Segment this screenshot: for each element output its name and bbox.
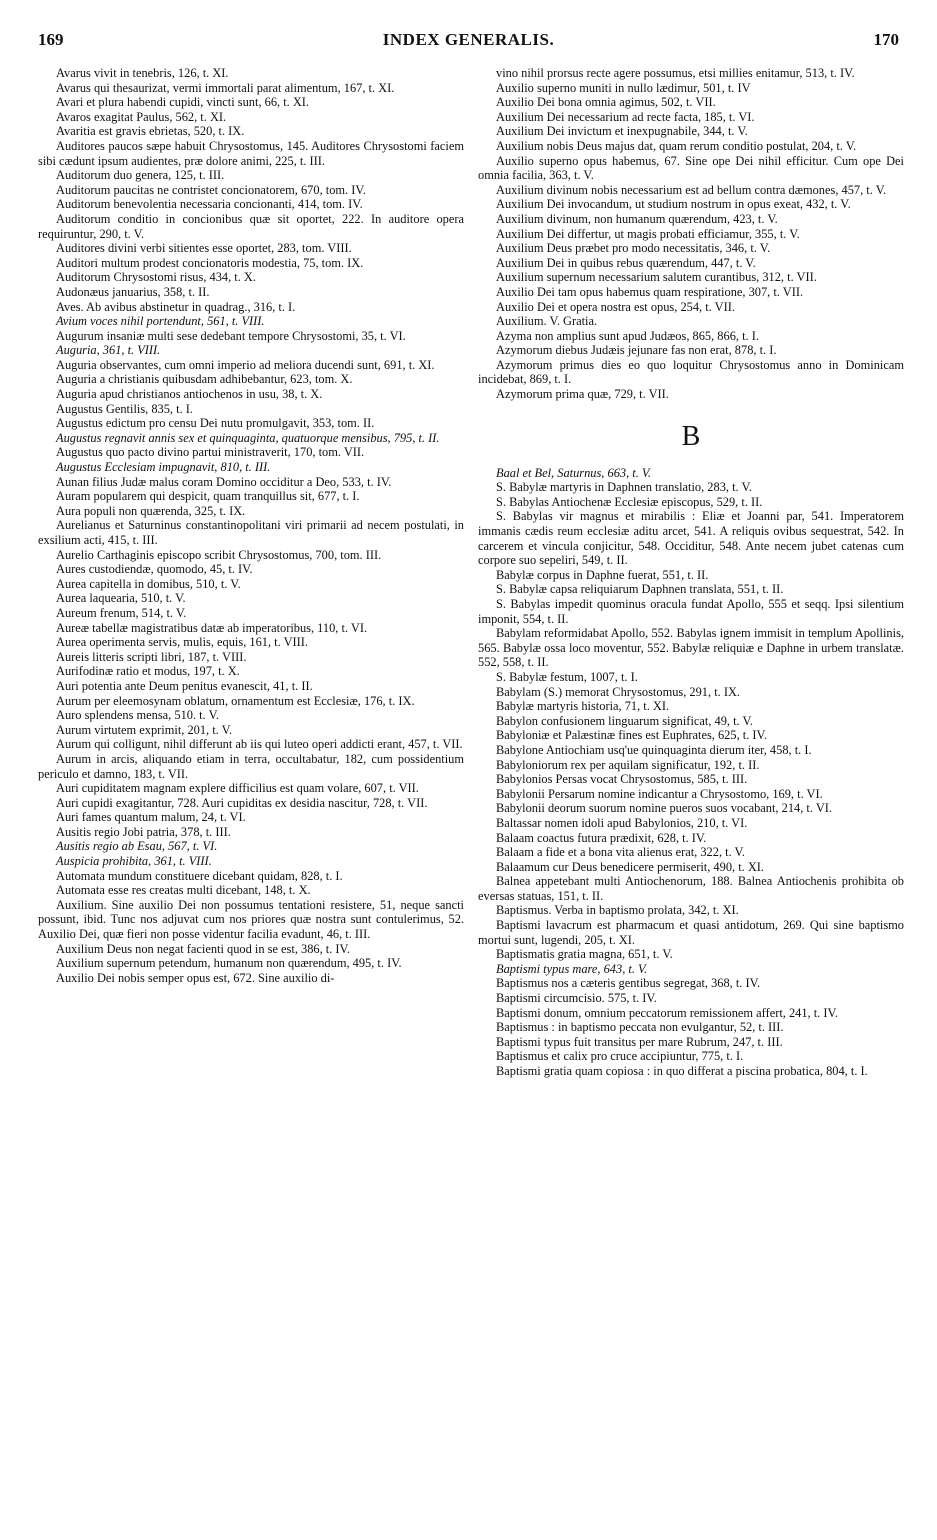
- index-entry: Auxilium. V. Gratia.: [496, 314, 598, 329]
- index-entry: Auditorum paucitas ne contristet concionatorem, 670, tom. IV.: [56, 182, 366, 197]
- index-entry: Aurea capitella in domibus, 510, t. V.: [56, 576, 241, 591]
- index-entry: Aures custodiendæ, quomodo, 45, t. IV.: [56, 562, 253, 577]
- index-entry: Babylonii Persarum nomine indicantur a Chrysostomo, 169, t. VI.: [496, 786, 823, 801]
- index-entry: Auguria apud christianos antiochenos in usu, 38, t. X.: [56, 387, 323, 402]
- index-column-right: [478, 66, 904, 1079]
- index-entry: Babylam reformidabat Apollo, 552. Babylas ignem immisit in templum Apollinis, 565. Babylæ ossa loco moventur, 552. Babylæ reliquiæ e Daphne in urbem translatæ. 552, 558, t. II.: [478, 626, 904, 670]
- index-entry: Balaam coactus futura prædixit, 628, t. IV.: [496, 830, 707, 845]
- index-entry: Auxilio superno muniti in nullo lædimur, 501, t. IV: [496, 80, 751, 95]
- index-entry: Auri cupiditatem magnam explere difficilius est quam volare, 607, t. VII.: [56, 781, 419, 796]
- index-entry: Azymorum prima quæ, 729, t. VII.: [496, 387, 669, 402]
- index-column-left: [38, 66, 464, 985]
- index-entry: Aureæ tabellæ magistratibus datæ ab imperatoribus, 110, t. VI.: [56, 620, 368, 635]
- index-entry: Augustus edictum pro censu Dei nutu promulgavit, 353, tom. II.: [56, 416, 375, 431]
- index-entry: Babyloniæ et Palæstinæ fines est Euphrates, 625, t. IV.: [496, 728, 767, 743]
- index-entry: vino nihil prorsus recte agere possumus, etsi millies enitamur, 513, t. IV.: [496, 66, 855, 80]
- index-entry: Balaamum cur Deus benedicere permiserit, 490, t. XI.: [496, 859, 765, 874]
- index-entry: Avarus vivit in tenebris, 126, t. XI.: [56, 66, 229, 80]
- index-entry: Aurum virtutem exprimit, 201, t. V.: [56, 722, 233, 737]
- index-entry: S. Babylæ capsa reliquiarum Daphnen translata, 551, t. II.: [496, 582, 784, 597]
- index-entry: Ausitis regio ab Esau, 567, t. VI.: [56, 839, 218, 854]
- page-number-left: 169: [38, 30, 64, 49]
- index-entry: Babylonii deorum suorum nomine pueros suos vocabant, 214, t. VI.: [496, 801, 832, 816]
- index-entry: Aurea laquearia, 510, t. V.: [56, 591, 186, 606]
- index-entry: Babylam (S.) memorat Chrysostomus, 291, t. IX.: [496, 684, 741, 699]
- index-entry: Auguria observantes, cum omni imperio ad meliora ducendi sunt, 691, t. XI.: [56, 357, 435, 372]
- index-entry: Auxilio Dei bona omnia agimus, 502, t. VII.: [496, 95, 716, 110]
- index-entry: Auxilium Dei necessarium ad recte facta, 185, t. VI.: [496, 109, 755, 124]
- index-entry: Avari et plura habendi cupidi, vincti sunt, 66, t. XI.: [56, 95, 310, 110]
- index-entry: Automata esse res creatas multi dicebant, 148, t. X.: [56, 883, 311, 898]
- index-entry: Baptismi gratia quam copiosa : in quo differat a piscina probatica, 804, t. I.: [496, 1064, 868, 1078]
- index-entry: Babylon confusionem linguarum significat, 49, t. V.: [496, 713, 753, 728]
- index-entry: Aurelio Carthaginis episcopo scribit Chrysostomus, 700, tom. III.: [56, 547, 382, 562]
- index-entry: Baptismi typus mare, 643, t. V.: [496, 961, 648, 976]
- page-header: [0, 30, 937, 52]
- index-entry: Baptismus. Verba in baptismo prolata, 342, t. XI.: [496, 903, 739, 918]
- index-entry: Baptismatis gratia magna, 651, t. V.: [496, 947, 673, 962]
- index-entry: Aurifodinæ ratio et modus, 197, t. X.: [56, 664, 240, 679]
- index-entry: Auxilium supernum necessarium salutem curantibus, 312, t. VII.: [496, 270, 817, 285]
- index-entry: Augurum insaniæ multi sese dedebant tempore Chrysostomi, 35, t. VI.: [56, 328, 406, 343]
- index-entry: Avarus qui thesaurizat, vermi immortali parat alimentum, 167, t. XI.: [56, 80, 395, 95]
- index-entry: Auditorum conditio in concionibus quæ sit oportet, 222. In auditore opera requiruntur, 290, t. V.: [38, 211, 464, 241]
- index-entry: Auguria, 361, t. VIII.: [56, 343, 161, 358]
- index-entry: Auri potentia ante Deum penitus evanescit, 41, t. II.: [56, 678, 313, 693]
- index-entry: Auram popularem qui despicit, quam tranquillus sit, 677, t. I.: [56, 489, 360, 504]
- index-entry: Baptismi typus fuit transitus per mare Rubrum, 247, t. III.: [496, 1034, 783, 1049]
- index-entry: Auxilium Dei differtur, ut magis probati efficiamur, 355, t. V.: [496, 226, 800, 241]
- index-entry: Aves. Ab avibus abstinetur in quadrag., 316, t. I.: [56, 299, 296, 314]
- index-entry: Babylæ corpus in Daphne fuerat, 551, t. II.: [496, 567, 709, 582]
- index-entry: Baptismus nos a cæteris gentibus segregat, 368, t. IV.: [496, 976, 761, 991]
- section-letter: B: [681, 420, 701, 452]
- index-entry: Baltassar nomen idoli apud Babylonios, 210, t. VI.: [496, 815, 748, 830]
- index-entry: Auditores paucos sæpe habuit Chrysostomus, 145. Auditores Chrysostomi faciem sibi cædunt ipsum audientes, præ dolore animi, 225, t. III.: [38, 138, 464, 168]
- index-entry: Aurum in arcis, aliquando etiam in terra, occultabatur, 182, cum possidentium periculo et damno, 183, t. VII.: [38, 751, 464, 781]
- index-entry: Aurea operimenta servis, mulis, equis, 161, t. VIII.: [56, 635, 309, 650]
- index-entry: Auxilium Dei in quibus rebus quærendum, 447, t. V.: [496, 255, 756, 270]
- index-entry: Automata mundum constituere dicebant quidam, 828, t. I.: [56, 868, 343, 883]
- index-entry: S. Babylas impedit quominus oracula fundat Apollo, 555 et seqq. Ipsi silentium imponit, 554, t. II.: [478, 597, 904, 626]
- index-entry: Auxilium Dei invocandum, ut studium nostrum in opus exeat, 432, t. V.: [496, 197, 851, 212]
- index-entry: Avaros exagitat Paulus, 562, t. XI.: [56, 109, 227, 124]
- index-entry: Augustus Gentilis, 835, t. I.: [56, 401, 193, 416]
- index-entry: Avaritia est gravis ebrietas, 520, t. IX.: [56, 124, 245, 139]
- index-entry: Baptismi circumcisio. 575, t. IV.: [496, 991, 657, 1006]
- index-entry: Auditorum benevolentia necessaria concionanti, 414, tom. IV.: [56, 197, 363, 212]
- index-entry: Auspicia prohibita, 361, t. VIII.: [56, 854, 212, 869]
- index-entry: Aureis litteris scripti libri, 187, t. VIII.: [56, 649, 247, 664]
- index-entry: Audonæus januarius, 358, t. II.: [56, 284, 210, 299]
- index-entry: Babyloniorum rex per aquilam significatur, 192, t. II.: [496, 757, 760, 772]
- index-entry: Baptismi lavacrum est pharmacum et quasi antidotum, 269. Qui sine baptismo mortui sunt, lugendi, 205, t. XI.: [478, 918, 904, 947]
- index-entry: Auxilium. Sine auxilio Dei non possumus tentationi resistere, 51, neque sancti possunt, ibid. Tunc nos adjuvat cum nos priores quæ nostra sunt contulerimus, 52. Auxilio Dei, quæ fieri non posse videntur facilia evadunt, 46, t. III.: [38, 897, 464, 942]
- index-entry: Baal et Bel, Saturnus, 663, t. V.: [496, 465, 651, 480]
- index-entry: Balnea appetebant multi Antiochenorum, 188. Balnea Antiochenis prohibita ob eversas statuas, 151, t. II.: [478, 874, 904, 903]
- index-entry: Augustus quo pacto divino partui ministraverit, 170, tom. VII.: [56, 445, 365, 460]
- index-entry: Auxilio Dei nobis semper opus est, 672. Sine auxilio di-: [56, 970, 335, 985]
- index-entry: S. Babylæ festum, 1007, t. I.: [496, 669, 638, 684]
- index-entry: Aurelianus et Saturninus constantinopolitani viri primarii ad necem postulati, in exsilium acti, 415, t. III.: [38, 518, 464, 547]
- index-entry: Auri fames quantum malum, 24, t. VI.: [56, 810, 246, 825]
- index-entry: Auxilium Dei invictum et inexpugnabile, 344, t. V.: [496, 124, 748, 139]
- index-entry: Auxilium Deus præbet pro modo necessitatis, 346, t. V.: [496, 241, 771, 256]
- index-entry: Augustus regnavit annis sex et quinquaginta, quatuorque mensibus, 795, t. II.: [56, 430, 440, 445]
- index-entry: Auxilium supernum petendum, humanum non quærendum, 495, t. IV.: [56, 956, 402, 971]
- index-entry: Ausitis regio Jobi patria, 378, t. III.: [56, 824, 231, 839]
- index-entry: Azymorum primus dies eo quo loquitur Chrysostomus anno in Dominicam incidebat, 869, t. I.: [478, 357, 904, 387]
- index-entry: S. Babylas vir magnus et mirabilis : Eliæ et Joanni par, 541. Imperatorem immanis cædis reum ecclesiæ aditu arcet, 541. A reliquis ovibus sequestrat, 542. In carcerem et vincula conjicitur, 548. Occiditur, 548. Ante necem jubet catenas cum corpore suo sepeliri, 549, t. II.: [478, 509, 904, 568]
- index-entry: Auxilium divinum nobis necessarium est ad bellum contra dæmones, 457, t. V.: [496, 182, 887, 197]
- index-entry: Aurum qui colligunt, nihil differunt ab iis qui luteo operi addicti erant, 457, t. VII.: [56, 737, 463, 752]
- index-entry: Auxilium divinum, non humanum quærendum, 423, t. V.: [496, 211, 778, 226]
- index-entry: Auditori multum prodest concionatoris modestia, 75, tom. IX.: [56, 255, 364, 270]
- index-entry: Auxilio Dei et opera nostra est opus, 254, t. VII.: [496, 299, 735, 314]
- index-entry: Auri cupidi exagitantur, 728. Auri cupiditas ex desidia nascitur, 728, t. VII.: [56, 795, 428, 810]
- index-entry: Aunan filius Judæ malus coram Domino occiditur a Deo, 533, t. IV.: [56, 474, 392, 489]
- index-entry: Auditorum Chrysostomi risus, 434, t. X.: [56, 270, 256, 285]
- index-entry: Auxilio Dei tam opus habemus quam respiratione, 307, t. VII.: [496, 284, 804, 299]
- index-entry: Auro splendens mensa, 510. t. V.: [56, 708, 220, 723]
- index-entry: Babylæ martyris historia, 71, t. XI.: [496, 699, 670, 714]
- index-entry: Auguria a christianis quibusdam adhibebantur, 623, tom. X.: [56, 372, 353, 387]
- index-entry: Aureum frenum, 514, t. V.: [56, 605, 187, 620]
- page-number-right: 170: [873, 30, 899, 49]
- index-entry: Azymorum diebus Judæis jejunare fas non erat, 878, t. I.: [496, 343, 777, 358]
- running-title: INDEX GENERALIS.: [382, 30, 555, 49]
- index-entry: Balaam a fide et a bona vita alienus erat, 322, t. V.: [496, 845, 745, 860]
- index-entry: Augustus Ecclesiam impugnavit, 810, t. III.: [56, 460, 271, 475]
- index-entry: Babylonios Persas vocat Chrysostomus, 585, t. III.: [496, 772, 748, 787]
- index-entry: Baptismus : in baptismo peccata non evulgantur, 52, t. III.: [496, 1020, 784, 1035]
- index-entry: Aurum per eleemosynam oblatum, ornamentum est Ecclesiæ, 176, t. IX.: [56, 693, 415, 708]
- index-entry: Auxilium nobis Deus majus dat, quam rerum conditio postulat, 204, t. V.: [496, 138, 857, 153]
- index-entry: Auxilio superno opus habemus, 67. Sine ope Dei nihil efficitur. Cum ope Dei omnia facilia, 363, t. V.: [478, 153, 904, 183]
- index-entry: Azyma non amplius sunt apud Judæos, 865, 866, t. I.: [496, 328, 759, 343]
- index-entry: Auditorum duo genera, 125, t. III.: [56, 168, 225, 183]
- index-entry: Avium voces nihil portendunt, 561, t. VIII.: [56, 314, 265, 329]
- index-entry: S. Babylas Antiochenæ Ecclesiæ episcopus, 529, t. II.: [496, 494, 763, 509]
- index-entries-a: [478, 66, 904, 402]
- index-entry: Auditores divini verbi sitientes esse oportet, 283, tom. VIII.: [56, 241, 352, 256]
- index-entry: Baptismi donum, omnium peccatorum remissionem affert, 241, t. IV.: [496, 1005, 838, 1020]
- index-entry: Baptismus et calix pro cruce accipiuntur, 775, t. I.: [496, 1049, 744, 1064]
- index-entry: Babylone Antiochiam usq'ue quinquaginta dierum iter, 458, t. I.: [496, 742, 812, 757]
- index-entry: Auxilium Deus non negat facienti quod in se est, 386, t. IV.: [56, 941, 351, 956]
- index-entry: Aura populi non quærenda, 325, t. IX.: [56, 503, 246, 518]
- index-entries-b: [478, 466, 904, 1079]
- index-entry: S. Babylæ martyris in Daphnen translatio, 283, t. V.: [496, 480, 752, 495]
